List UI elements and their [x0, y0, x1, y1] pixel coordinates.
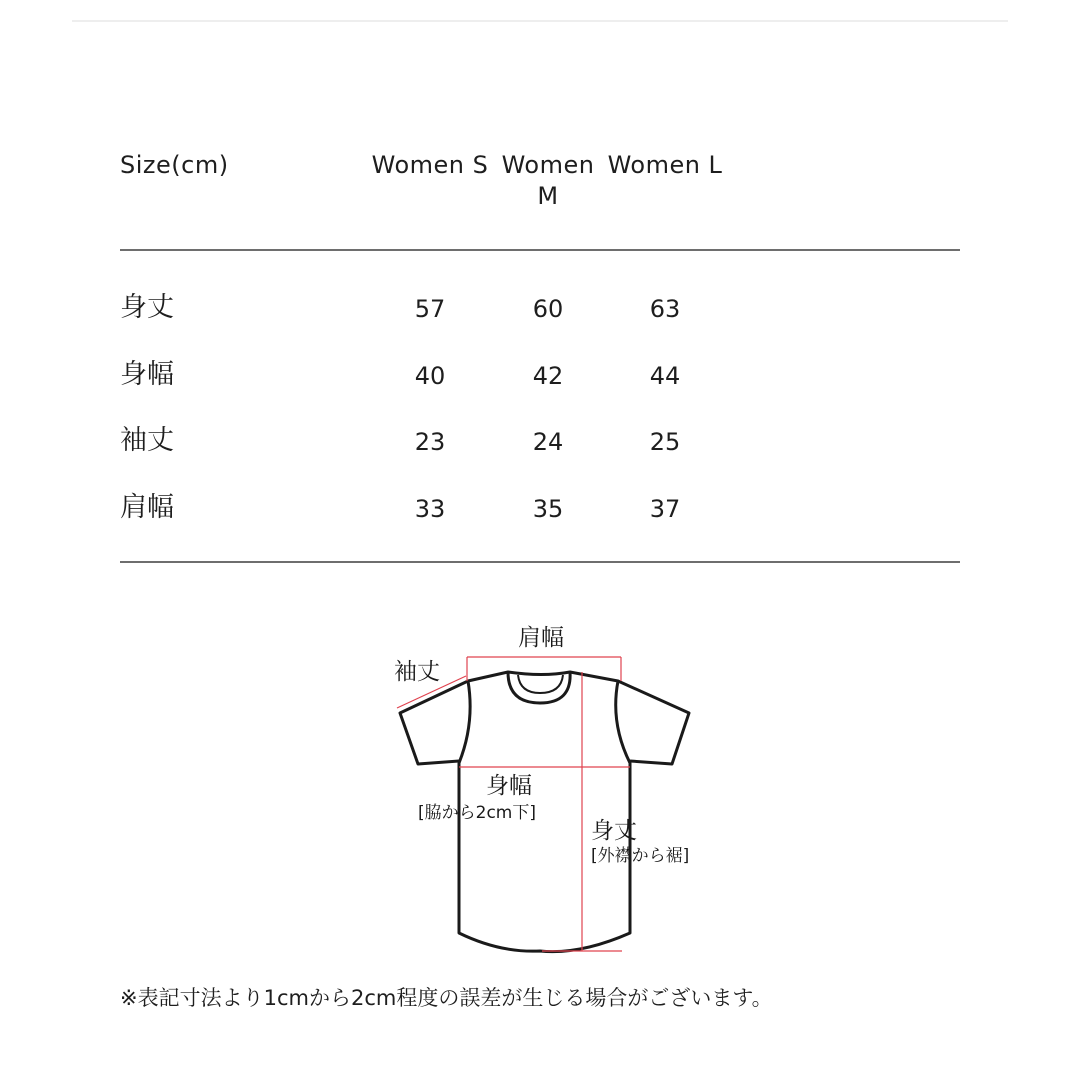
- table-cell: 60: [532, 295, 564, 323]
- body-length-label: 身丈: [591, 818, 637, 844]
- row-label-shoulder-width: 肩幅: [120, 492, 174, 523]
- tshirt-right-sleeve: [618, 681, 689, 764]
- table-cell: 24: [532, 428, 564, 456]
- row-label-sleeve-length: 袖丈: [120, 425, 174, 456]
- body-width-note: [脇から2cm下]: [418, 803, 536, 823]
- table-cell: 44: [649, 362, 681, 390]
- table-cell: 63: [649, 295, 681, 323]
- table-header-rule: [120, 249, 960, 251]
- tshirt-collar-inner: [518, 675, 563, 693]
- table-cell: 35: [532, 495, 564, 523]
- tshirt-left-sleeve: [400, 681, 468, 764]
- column-header-women-l: Women L: [607, 151, 723, 179]
- size-header: Size(cm): [120, 151, 229, 179]
- table-cell: 25: [649, 428, 681, 456]
- body-width-label: 身幅: [486, 773, 532, 799]
- body-length-note: [外襟から裾]: [591, 846, 690, 866]
- sleeve-length-label: 袖丈: [394, 659, 440, 685]
- size-disclaimer-note: ※表記寸法より1cmから2cm程度の誤差が生じる場合がございます。: [120, 986, 773, 1010]
- table-cell: 40: [414, 362, 446, 390]
- table-cell: 57: [414, 295, 446, 323]
- column-header-women-s: Women S: [371, 151, 489, 179]
- shoulder-width-label: 肩幅: [518, 625, 564, 651]
- tshirt-measurement-diagram: [380, 615, 710, 960]
- row-label-body-width: 身幅: [120, 359, 174, 390]
- table-bottom-rule: [120, 561, 960, 563]
- column-header-women-m: Women M: [501, 151, 595, 210]
- top-divider: [72, 20, 1008, 22]
- table-cell: 37: [649, 495, 681, 523]
- table-cell: 33: [414, 495, 446, 523]
- table-cell: 23: [414, 428, 446, 456]
- table-cell: 42: [532, 362, 564, 390]
- row-label-body-length: 身丈: [120, 292, 174, 323]
